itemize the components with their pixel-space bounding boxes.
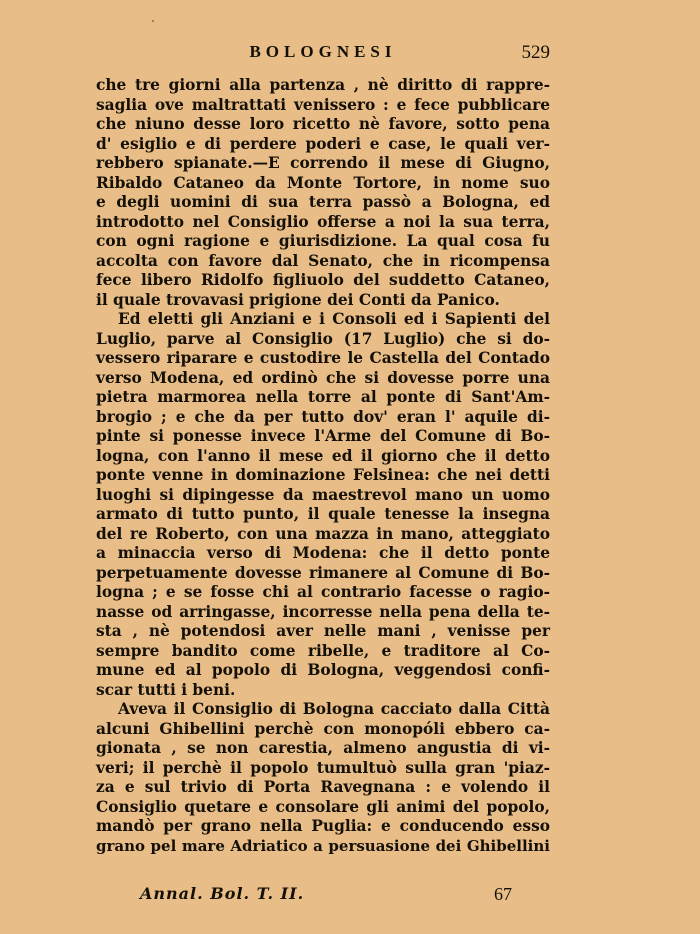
text-line: logna, con l'anno il mese ed il giorno che il detto	[96, 446, 550, 465]
text-line: mandò per grano nella Puglia: e conducendo esso	[96, 817, 550, 835]
text-line: e degli uomini di sua terra passò a Bologna, ed	[96, 193, 550, 211]
text-line: saglia ove maltrattati venissero : e fece pubblicare	[96, 95, 550, 114]
text-line: d' esiglio e di perdere poderi e case, le quali ver-	[96, 134, 550, 153]
text-line: verso Modena, ed ordinò che si dovesse porre una	[96, 368, 550, 387]
text-line: Consiglio quetare e consolare gli animi del popolo,	[96, 797, 550, 816]
text-line: pinte si ponesse invece l'Arme del Comune di Bo-	[96, 427, 550, 445]
text-line: con ogni ragione e giurisdizione. La qual cosa fu	[96, 232, 550, 250]
text-line: veri; il perchè il popolo tumultuò sulla gran 'piaz-	[96, 758, 550, 777]
text-line: brogio ; e che da per tutto dov' eran l' aquile di-	[96, 407, 550, 426]
signature-line	[140, 884, 512, 908]
text-line: armato di tutto punto, il quale tenesse la insegna	[96, 505, 550, 523]
text-line: za e sul trivio di Porta Ravegnana : e volendo il	[96, 778, 550, 796]
text-line: Luglio, parve al Consiglio (17 Luglio) che si do-	[96, 329, 550, 348]
text-line: mune ed al popolo di Bologna, veggendosi confi-	[96, 661, 550, 679]
text-line: sta , nè potendosi aver nelle mani , venisse per	[96, 622, 550, 640]
body-text	[96, 76, 550, 856]
text-line: il quale trovavasi prigione dei Conti da Panico.	[96, 290, 500, 309]
text-line: introdotto nel Consiglio offerse a noi la sua terra,	[96, 212, 550, 231]
text-line: perpetuamente dovesse rimanere al Comune di Bo-	[96, 563, 550, 582]
text-line: luoghi si dipingesse da maestrevol mano un uomo	[96, 485, 550, 504]
text-line: del re Roberto, con una mazza in mano, atteggiato	[96, 524, 550, 543]
page-number: 529	[521, 42, 550, 63]
text-line: rebbero spianate.—E correndo il mese di Giugno,	[96, 154, 550, 172]
running-head	[96, 42, 550, 66]
text-line: fece libero Ridolfo figliuolo del suddetto Cataneo,	[96, 271, 550, 289]
text-line: pietra marmorea nella torre al ponte di Sant'Am-	[96, 388, 550, 406]
text-line: scar tutti i beni.	[96, 680, 236, 699]
text-line: gionata , se non carestia, almeno angustia di vi-	[96, 739, 550, 757]
text-line: alcuni Ghibellini perchè con monopóli ebbero ca-	[96, 719, 550, 738]
signature-number: 67	[494, 884, 512, 904]
text-line: che tre giorni alla partenza , nè diritto di rappre-	[96, 76, 550, 94]
text-line: che niuno desse loro ricetto nè favore, sotto pena	[96, 115, 550, 133]
text-line: nasse od arringasse, incorresse nella pena della te-	[96, 602, 550, 621]
text-line: grano pel mare Adriatico a persuasione dei Ghibellini	[96, 836, 550, 855]
text-line: accolta con favore dal Senato, che in ricompensa	[96, 251, 550, 270]
running-title: BOLOGNESI	[249, 42, 397, 61]
paragraph-first-line: Aveva il Consiglio di Bologna cacciato dalla Città	[118, 700, 550, 718]
text-line: sempre bandito come ribelle, e traditore al Co-	[96, 641, 550, 660]
text-line: vessero riparare e custodire le Castella del Contado	[96, 349, 550, 367]
paper-speck	[152, 20, 154, 22]
paragraph-first-line: Ed eletti gli Anziani e i Consoli ed i Sapienti del	[118, 310, 550, 328]
text-line: Ribaldo Cataneo da Monte Tortore, in nome suo	[96, 173, 550, 192]
text-line: ponte venne in dominazione Felsinea: che nei detti	[96, 466, 550, 484]
text-line: a minaccia verso di Modena: che il detto ponte	[96, 544, 550, 562]
text-line: logna ; e se fosse chi al contrario facesse o ragio-	[96, 583, 550, 601]
signature-mark: Annal. Bol. T. II.	[140, 884, 305, 903]
